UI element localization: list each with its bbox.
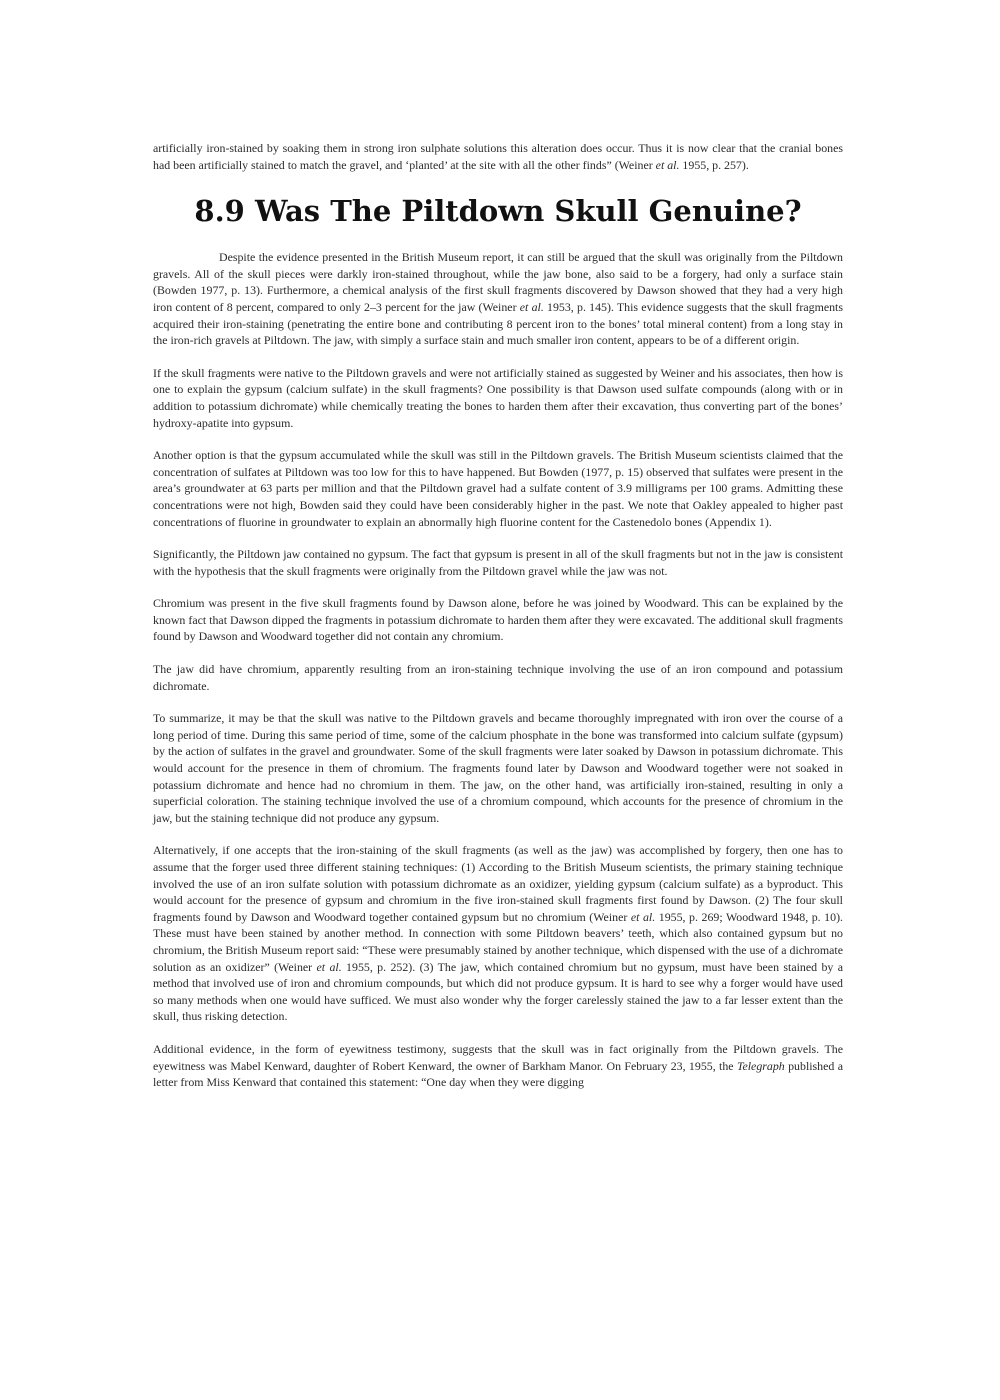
paragraph-5: Chromium was present in the five skull fragments found by Dawson alone, before he was joined by Woodward. This can be explained by the known fact that Dawson dipped the fragments in potassium dichromate to harden them after they were excavated. The additional skull fragments found by Dawson and Woodward together did not contain any chromium. — [153, 596, 843, 644]
continuation-paragraph — [153, 140, 843, 173]
document-page — [153, 140, 843, 1107]
paragraph-8-text-3: 1955, p. 252). (3) The jaw, which contained chromium but no gypsum, must have been stained by a method that involved use of iron and chromium compounds, but which did not produce gypsum. It is hard to see why a forger would have used so many methods when one would have sufficed. We must also wonder why the forger carelessly stained the jaw to a far lesser extent than the skull, thus risking detection. — [153, 959, 843, 1024]
continuation-text-1: artificially iron-stained by soaking them in strong iron sulphate solutions this alteration does occur. Thus it is now clear that the cranial bones had been artificially stained to match the gravel, and ‘planted’ at the site with all the other finds” (Weiner — [153, 141, 843, 172]
citation-et-al: et al. — [316, 959, 342, 974]
paragraph-8-text-2: 1955, p. 269; Woodward 1948, p. 10). These must have been stained by another method. In connection with some Piltdown beavers’ teeth, which also contained gypsum but no chromium, the British Museum report said: “These were presumably stained by another technique, which dispensed with the use of a dichromate solution as an oxidizer” (Weiner — [153, 909, 843, 974]
paragraph-8-text-1: Alternatively, if one accepts that the iron-staining of the skull fragments (as well as the jaw) was accomplished by forgery, then one has to assume that the forger used three different staining techniques: (1) According to the British Museum scientists, the primary staining technique involved the use of an iron sulfate solution with potassium dichromate as an oxidizer, yielding gypsum (calcium sulfate) as a byproduct. This would account for the presence of gypsum and chromium in the five iron-stained skull fragments first found by Dawson. (2) The four skull fragments found by Dawson and Woodward together contained gypsum but no chromium (Weiner — [153, 843, 843, 924]
citation-et-al: et al. — [519, 299, 544, 314]
paragraph-4: Significantly, the Piltdown jaw contained no gypsum. The fact that gypsum is present in all of the skull fragments but not in the jaw is consistent with the hypothesis that the skull fragments were originally from the Piltdown gravel while the jaw was not. — [153, 547, 843, 578]
paragraph-2: If the skull fragments were native to the Piltdown gravels and were not artificially stained as suggested by Weiner and his associates, then how is one to explain the gypsum (calcium sulfate) in the skull fragments? One possibility is that Dawson used sulfate compounds (along with or in addition to potassium dichromate) while chemically treating the bones to harden them after their excavation, thus converting part of the bones’ hydroxy-apatite into gypsum. — [153, 365, 843, 430]
paragraph-1 — [153, 249, 843, 349]
section-title: 8.9 Was The Piltdown Skull Genuine? — [194, 194, 802, 229]
paragraph-1-text-1: Despite the evidence presented in the British Museum report, it can still be argued that the skull was originally from the Piltdown gravels. All of the skull pieces were darkly iron-stained throughout, while the jaw bone, also said to be a forgery, had only a surface stain (Bowden 1977, p. 13). Furthermore, a chemical analysis of the first skull fragments discovered by Dawson showed that they had a very high iron content of 8 percent, compared to only 2–3 percent for the jaw (Weiner — [153, 250, 843, 314]
paragraph-9-text-1: Additional evidence, in the form of eyewitness testimony, suggests that the skull was in fact originally from the Piltdown gravels. The eyewitness was Mabel Kenward, daughter of Robert Kenward, the owner of Barkham Manor. On February 23, 1955, the — [153, 1041, 843, 1073]
paragraph-8 — [153, 842, 843, 1025]
paragraph-9 — [153, 1041, 843, 1091]
paragraph-9-text-2: published a letter from Miss Kenward that contained this statement: “One day when they were digging — [153, 1058, 843, 1090]
paragraph-1-text-2: 1953, p. 145). This evidence suggests that the skull fragments acquired their iron-staining (penetrating the entire bone and contributing 8 percent iron to the bones’ total mineral content) from a long stay in the iron-rich gravels at Piltdown. The jaw, with simply a surface stain and much smaller iron content, appears to be of a different origin. — [153, 299, 843, 348]
citation-et-al: et al. — [630, 909, 656, 924]
continuation-text-2: 1955, p. 257). — [679, 157, 749, 172]
citation-et-al: et al. — [655, 157, 680, 172]
paragraph-3: Another option is that the gypsum accumulated while the skull was still in the Piltdown gravels. The British Museum scientists claimed that the concentration of sulfates at Piltdown was too low for this to have happened. But Bowden (1977, p. 15) observed that sulfates were present in the area’s groundwater at 63 parts per million and that the Piltdown gravel had a sulfate content of 3.9 milligrams per 100 grams. Admitting these concentrations were not high, Bowden said they could have been considerably higher in the past. We note that Oakley appealed to higher past concentrations of fluorine in groundwater to explain an abnormally high fluorine content for the Castenedolo bones (Appendix 1). — [153, 448, 843, 529]
paragraph-6: The jaw did have chromium, apparently resulting from an iron-staining technique involving the use of an iron compound and potassium dichromate. — [153, 662, 843, 693]
newspaper-title: Telegraph — [736, 1058, 785, 1073]
paragraph-7: To summarize, it may be that the skull was native to the Piltdown gravels and became thoroughly impregnated with iron over the course of a long period of time. During this same period of time, some of the calcium phosphate in the bone was transformed into calcium sulfate (gypsum) by the action of sulfates in the gravel and groundwater. Some of the skull fragments were later soaked by Dawson in potassium dichromate. This would account for the presence in them of chromium. The fragments found later by Dawson and Woodward together were not soaked in potassium dichromate and hence had no chromium in them. The jaw, on the other hand, was artificially iron-stained, resulting in only a superficial coloration. The staining technique involved the use of a chromium compound, which accounts for the presence of chromium in the jaw, but the staining technique did not produce any gypsum. — [153, 711, 843, 825]
